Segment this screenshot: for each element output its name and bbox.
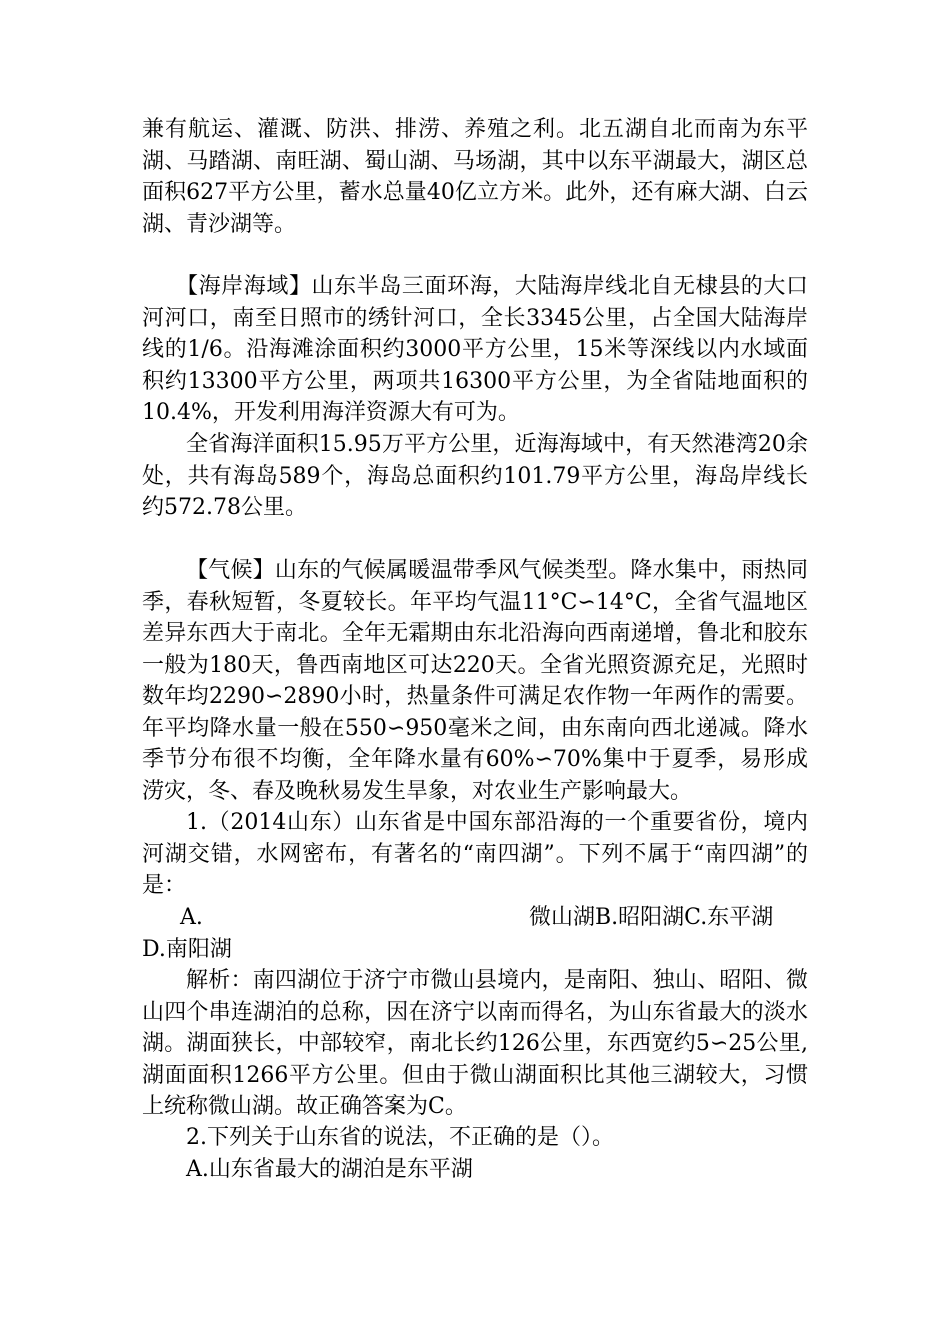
options-a-to-c: 微山湖B.昭阳湖C.东平湖 xyxy=(529,905,774,930)
question-1-analysis: 解析：南四湖位于济宁市微山县境内，是南阳、独山、昭阳、微山四个串连湖泊的总称，因在济宁以南而得名，为山东省最大的淡水湖。湖面狭长，中部较窄，南北长约126公里，东西宽约5∽25公里,湖面面积1266平方公里。但由于微山湖面积比其他三湖较大，习惯上统称微山湖。故正确答案为C。 xyxy=(142,968,808,1119)
option-a-label: A. xyxy=(180,905,203,930)
option-d: D.南阳湖 xyxy=(142,936,232,962)
paragraph-lakes: 兼有航运、灌溉、防洪、排涝、养殖之利。北五湖自北而南为东平湖、马踏湖、南旺湖、蜀山湖、马场湖，其中以东平湖最大，湖区总面积627平方公里，蓄水总量40亿立方米。此外，还有麻大湖、白云湖、青沙湖等。 xyxy=(142,117,808,237)
question-2-option-a: A.山东省最大的湖泊是东平湖 xyxy=(186,1157,473,1182)
question-1-options xyxy=(142,902,808,965)
question-1: 1.（2014山东）山东省是中国东部沿海的一个重要省份，境内河湖交错，水网密布，有著名的“南四湖”。下列不属于“南四湖”的是： xyxy=(142,810,808,898)
question-2: 2.下列关于山东省的说法，不正确的是（）。 xyxy=(186,1125,614,1150)
paragraph-ocean: 全省海洋面积15.95万平方公里，近海海域中，有天然港湾20余处，共有海岛589个，海岛总面积约101.79平方公里，海岛岸线长约572.78公里。 xyxy=(142,432,808,520)
paragraph-coast: 【海岸海域】山东半岛三面环海，大陆海岸线北自无棣县的大口河河口，南至日照市的绣针河口，全长3345公里，占全国大陆海岸线的1/6。沿海滩涂面积约3000平方公里，15米等深线以内水域面积约13300平方公里，两项共16300平方公里，为全省陆地面积的10.4%，开发利用海洋资源大有可为。 xyxy=(142,274,808,425)
paragraph-climate: 【气候】山东的气候属暖温带季风气候类型。降水集中，雨热同季，春秋短暂，冬夏较长。年平均气温11°C∽14°C，全省气温地区差异东西大于南北。全年无霜期由东北沿海向西南递增，鲁北和胶东一般为180天，鲁西南地区可达220天。全省光照资源充足，光照时数年均2290∽2890小时，热量条件可满足农作物一年两作的需要。年平均降水量一般在550∽950毫米之间，由东南向西北递减。降水季节分布很不均衡，全年降水量有60%∽70%集中于夏季，易形成涝灾，冬、春及晚秋易发生旱象，对农业生产影响最大。 xyxy=(142,558,808,804)
